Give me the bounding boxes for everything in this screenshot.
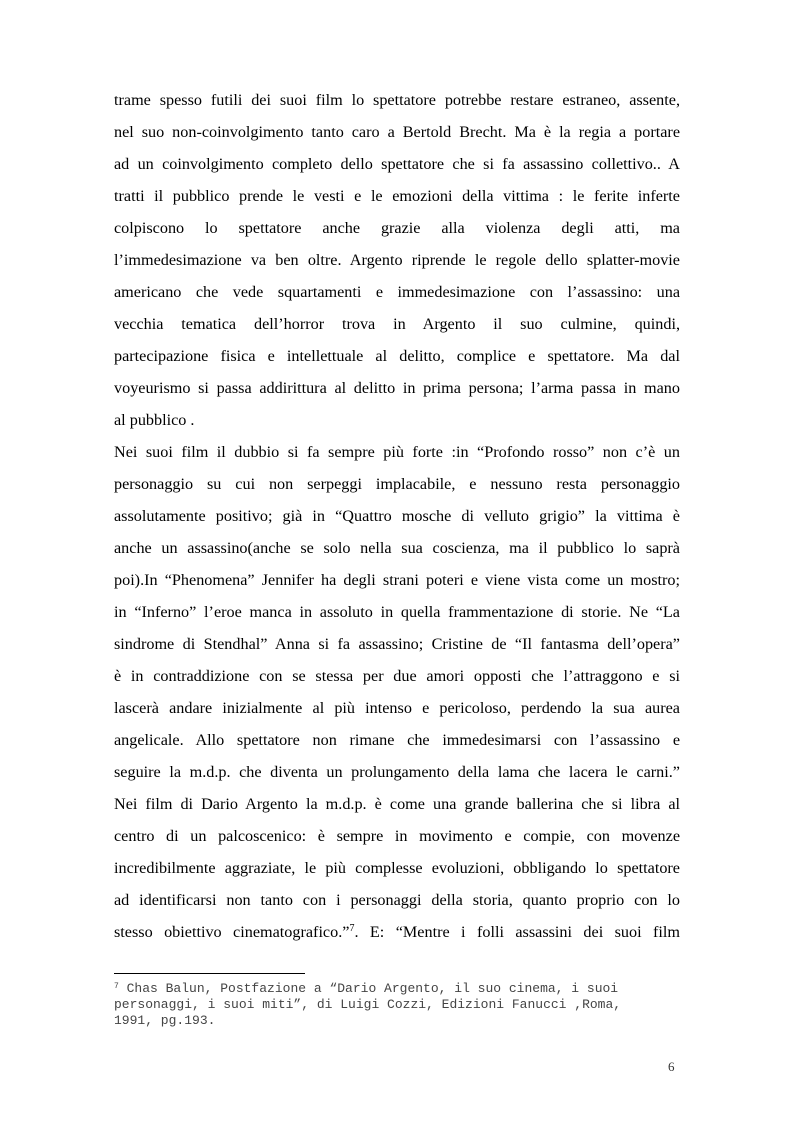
text-line: americano che vede squartamenti e immedesimazione con l’assassino: una [114, 283, 680, 301]
text-line: anche un assassino(anche se solo nella sua coscienza, ma il pubblico lo saprà [114, 539, 680, 557]
text-line: sindrome di Stendhal” Anna si fa assassino; Cristine de “Il fantasma dell’opera” [114, 635, 680, 653]
text-line: Nei suoi film il dubbio si fa sempre più forte :in “Profondo rosso” non c’è un [114, 443, 680, 461]
text-segment: stesso obiettivo cinematografico.” [114, 923, 350, 941]
text-line: personaggio su cui non serpeggi implacabile, e nessuno resta personaggio [114, 475, 680, 493]
body-text [114, 84, 680, 948]
text-line: ad un coinvolgimento completo dello spettatore che si fa assassino collettivo.. A [114, 155, 680, 173]
text-line: seguire la m.d.p. che diventa un prolungamento della lama che lacera le carni.” [114, 763, 680, 781]
text-line: centro di un palcoscenico: è sempre in movimento e compie, con movenze [114, 827, 680, 845]
text-line: voyeurismo si passa addirittura al delitto in prima persona; l’arma passa in mano [114, 379, 680, 397]
text-line: Nei film di Dario Argento la m.d.p. è come una grande ballerina che si libra al [114, 795, 680, 813]
text-line: trame spesso futili dei suoi film lo spettatore potrebbe restare estraneo, assente, [114, 91, 680, 109]
text-line-with-footnote-ref [114, 916, 680, 948]
page-number: 6 [668, 1059, 675, 1074]
text-line: incredibilmente aggraziate, le più complesse evoluzioni, obbligando lo spettatore [114, 859, 680, 877]
text-line: lascerà andare inizialmente al più intenso e pericoloso, perdendo la sua aurea [114, 699, 680, 717]
text-segment: . E: “Mentre i folli assassini dei suoi film [354, 923, 680, 941]
footnote-text: Chas Balun, Postfazione a “Dario Argento, il suo cinema, i suoi [118, 981, 619, 996]
text-line: l’immedesimazione va ben oltre. Argento riprende le regole dello splatter-movie [114, 251, 680, 269]
text-line: vecchia tematica dell’horror trova in Argento il suo culmine, quindi, [114, 315, 680, 333]
footnote-line [114, 981, 674, 997]
footnote-marker: 7 [114, 982, 119, 991]
text-line: poi).In “Phenomena” Jennifer ha degli strani poteri e viene vista come un mostro; [114, 571, 680, 589]
text-line: angelicale. Allo spettatore non rimane che immedesimarsi con l’assassino e [114, 731, 680, 749]
footnote-separator [114, 973, 305, 974]
text-line-paragraph-end: al pubblico . [114, 411, 195, 429]
text-line: in “Inferno” l’eroe manca in assoluto in quella frammentazione di storie. Ne “La [114, 603, 680, 621]
footnote [114, 981, 674, 1029]
text-line: nel suo non-coinvolgimento tanto caro a Bertold Brecht. Ma è la regia a portare [114, 123, 680, 141]
text-line: tratti il pubblico prende le vesti e le emozioni della vittima : le ferite inferte [114, 187, 680, 205]
footnote-line: personaggi, i suoi miti”, di Luigi Cozzi, Edizioni Fanucci ,Roma, [114, 997, 622, 1012]
text-line: è in contraddizione con se stessa per due amori opposti che l’attraggono e si [114, 667, 680, 685]
text-line: partecipazione fisica e intellettuale al delitto, complice e spettatore. Ma dal [114, 347, 680, 365]
text-line: assolutamente positivo; già in “Quattro mosche di velluto grigio” la vittima è [114, 507, 680, 525]
text-line: ad identificarsi non tanto con i personaggi della storia, quanto proprio con lo [114, 891, 680, 909]
text-line: colpiscono lo spettatore anche grazie alla violenza degli atti, ma [114, 219, 680, 237]
footnote-line: 1991, pg.193. [114, 1013, 216, 1028]
footnote-reference[interactable]: 7 [349, 923, 355, 934]
